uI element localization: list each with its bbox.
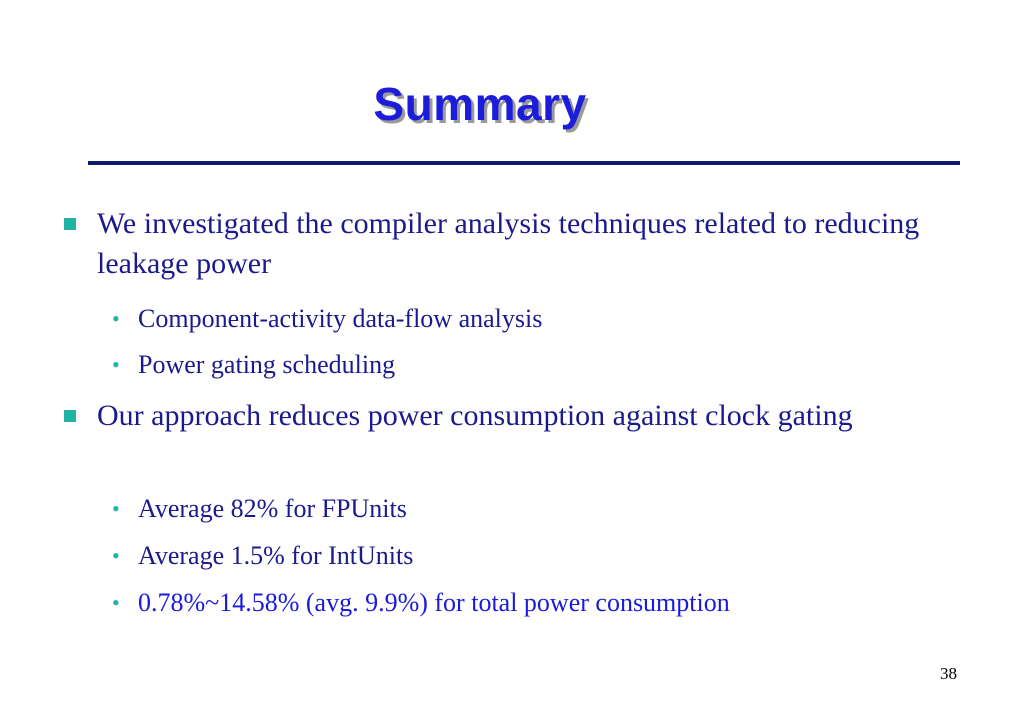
square-bullet-icon	[64, 410, 76, 422]
sub-bullet-text: 0.78%~14.58% (avg. 9.9%) for total power consumption	[138, 588, 730, 617]
square-bullet-icon	[64, 218, 76, 230]
dot-bullet-icon: •	[112, 352, 120, 377]
dot-bullet-icon: •	[112, 496, 120, 521]
dot-bullet-icon: •	[112, 306, 120, 331]
title-divider	[88, 161, 960, 165]
slide-title: Summary	[373, 78, 587, 130]
sub-bullet-text: Power gating scheduling	[138, 350, 396, 379]
sub-bullet-text: Component-activity data-flow analysis	[138, 304, 543, 333]
bullet-text: We investigated the compiler analysis techniques related to reducing leakage power	[97, 207, 920, 280]
bullet-text: Our approach reduces power consumption against clock gating	[97, 399, 853, 432]
page-number: 38	[940, 664, 957, 683]
sub-bullet-text: Average 1.5% for IntUnits	[138, 541, 414, 570]
sub-bullet-text: Average 82% for FPUnits	[138, 494, 407, 523]
dot-bullet-icon: •	[112, 590, 120, 615]
dot-bullet-icon: •	[112, 543, 120, 568]
